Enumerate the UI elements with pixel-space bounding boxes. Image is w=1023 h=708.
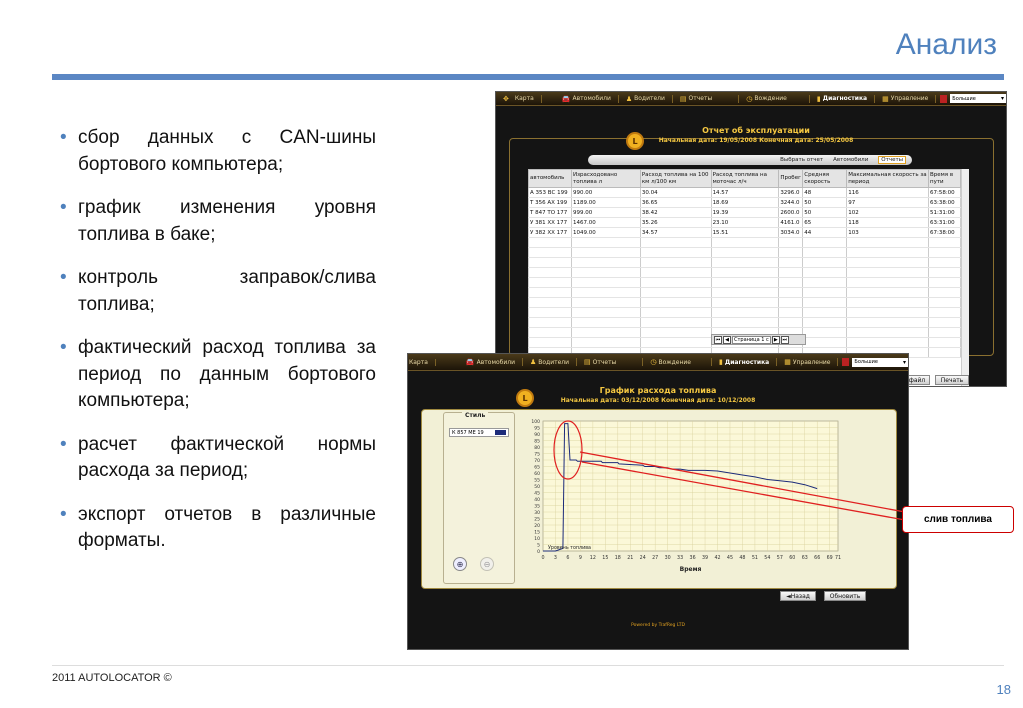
x-tick-label: 9 bbox=[578, 556, 582, 561]
x-tick-label: 66 bbox=[814, 556, 821, 561]
feature-item: • экспорт отчетов в различные форматы. bbox=[58, 502, 376, 555]
table-cell: 30.04 bbox=[640, 188, 711, 198]
table-cell bbox=[803, 258, 847, 268]
top-navbar bbox=[496, 92, 1006, 106]
table-cell bbox=[928, 278, 960, 288]
table-cell bbox=[928, 248, 960, 258]
table-cell bbox=[847, 338, 929, 348]
chart-window bbox=[407, 353, 909, 650]
table-cell: 103 bbox=[847, 228, 929, 238]
table-cell: 50 bbox=[803, 198, 847, 208]
table-cell: 102 bbox=[847, 208, 929, 218]
table-cell bbox=[571, 238, 640, 248]
tab-reports[interactable]: Отчеты bbox=[878, 156, 906, 164]
nav-map[interactable] bbox=[408, 359, 436, 366]
footer-divider bbox=[52, 665, 1004, 666]
diagnostics-icon: ▮ bbox=[719, 358, 723, 366]
table-cell bbox=[711, 238, 779, 248]
table-cell bbox=[640, 288, 711, 298]
y-tick-label: 30 bbox=[534, 510, 540, 516]
print-button[interactable]: Печать bbox=[935, 375, 969, 385]
first-page-button[interactable]: ⏮ bbox=[715, 336, 721, 343]
x-tick-label: 3 bbox=[553, 556, 557, 561]
table-cell bbox=[640, 258, 711, 268]
column-header[interactable]: Расход топлива на 100 км л/100 км bbox=[640, 170, 711, 188]
table-row[interactable] bbox=[529, 238, 961, 248]
save-file-button[interactable]: файл bbox=[904, 375, 930, 385]
report-subtitle: Начальная дата: 19/05/2008 Конечная дата: 25/05/2008 bbox=[658, 137, 854, 144]
y-tick-label: 95 bbox=[534, 426, 540, 432]
table-cell bbox=[803, 298, 847, 308]
report-window bbox=[495, 91, 1007, 387]
y-axis-label: Уровень топлива bbox=[548, 546, 591, 551]
nav-label: Вождение bbox=[754, 95, 787, 102]
nav-diagnostics[interactable] bbox=[712, 358, 777, 366]
table-cell bbox=[640, 248, 711, 258]
size-select[interactable] bbox=[852, 358, 908, 367]
table-cell: 97 bbox=[847, 198, 929, 208]
table-cell bbox=[529, 248, 572, 258]
nav-label: Отчеты bbox=[592, 358, 617, 366]
table-cell bbox=[711, 308, 779, 318]
x-tick-label: 12 bbox=[589, 556, 596, 561]
table-cell: 63:31:00 bbox=[928, 218, 960, 228]
map-icon: ✥ bbox=[503, 94, 509, 103]
table-cell bbox=[847, 298, 929, 308]
table-cell bbox=[571, 248, 640, 258]
x-tick-label: 27 bbox=[652, 556, 659, 561]
alert-icon bbox=[842, 358, 849, 366]
nav-reports[interactable] bbox=[673, 95, 739, 103]
table-cell bbox=[711, 318, 779, 328]
top-navbar bbox=[408, 354, 908, 371]
table-cell: 23.10 bbox=[711, 218, 779, 228]
reports-icon: ▤ bbox=[584, 358, 591, 366]
table-cell bbox=[640, 268, 711, 278]
y-tick-label: 5 bbox=[537, 543, 540, 549]
table-cell bbox=[803, 338, 847, 348]
x-tick-label: 36 bbox=[689, 556, 696, 561]
table-cell bbox=[571, 318, 640, 328]
table-cell: 999.00 bbox=[571, 208, 640, 218]
y-tick-label: 50 bbox=[534, 484, 540, 490]
y-tick-label: 15 bbox=[534, 530, 540, 536]
table-cell bbox=[847, 278, 929, 288]
table-cell bbox=[847, 238, 929, 248]
x-tick-label: 39 bbox=[701, 556, 709, 561]
y-tick-label: 40 bbox=[534, 497, 540, 503]
x-tick-label: 60 bbox=[789, 556, 796, 561]
table-cell: 3296.0 bbox=[779, 188, 803, 198]
column-header[interactable]: автомобиль bbox=[529, 170, 572, 188]
x-tick-label: 54 bbox=[764, 556, 771, 561]
table-cell bbox=[529, 238, 572, 248]
table-cell: 15.51 bbox=[711, 228, 779, 238]
nav-management[interactable] bbox=[777, 358, 838, 366]
table-cell bbox=[711, 278, 779, 288]
table-cell bbox=[779, 248, 803, 258]
y-tick-label: 80 bbox=[534, 445, 540, 451]
table-cell bbox=[928, 348, 960, 358]
style-caption: Стиль bbox=[462, 412, 488, 419]
nav-label: Водители bbox=[634, 95, 665, 102]
table-row[interactable] bbox=[529, 288, 961, 298]
page-input[interactable]: Страница 1 с bbox=[734, 336, 769, 343]
table-cell bbox=[803, 278, 847, 288]
nav-reports[interactable] bbox=[577, 358, 643, 366]
feature-item: • расчет фактической нормы расхода за период; bbox=[58, 432, 376, 485]
x-tick-label: 24 bbox=[639, 556, 646, 561]
table-cell bbox=[711, 258, 779, 268]
table-cell: 4161.0 bbox=[779, 218, 803, 228]
page-number: 18 bbox=[996, 682, 1011, 697]
size-select-value: Большие bbox=[952, 95, 976, 102]
chevron-down-icon: ▾ bbox=[1000, 95, 1004, 102]
table-cell bbox=[640, 328, 711, 338]
nav-driving[interactable] bbox=[739, 95, 810, 103]
x-tick-label: 30 bbox=[664, 556, 671, 561]
table-row[interactable] bbox=[529, 298, 961, 308]
table-cell: 3034.0 bbox=[779, 228, 803, 238]
y-tick-label: 0 bbox=[537, 549, 540, 555]
y-tick-label: 90 bbox=[534, 432, 540, 438]
table-cell bbox=[847, 318, 929, 328]
table-cell bbox=[779, 308, 803, 318]
table-cell: 63:38:00 bbox=[928, 198, 960, 208]
zoom-in-icon[interactable]: ⊕ bbox=[453, 557, 467, 571]
y-tick-label: 35 bbox=[534, 504, 540, 510]
table-cell bbox=[529, 318, 572, 328]
table-cell: 44 bbox=[803, 228, 847, 238]
table-cell: 51:31:00 bbox=[928, 208, 960, 218]
nav-drivers[interactable] bbox=[619, 95, 673, 103]
logo-icon: L bbox=[516, 389, 534, 407]
x-axis-label: Время bbox=[679, 566, 702, 573]
table-cell bbox=[640, 298, 711, 308]
y-tick-label: 65 bbox=[534, 465, 540, 471]
y-tick-label: 45 bbox=[534, 491, 540, 497]
table-cell bbox=[529, 328, 572, 338]
table-cell bbox=[803, 328, 847, 338]
table-cell: 990.00 bbox=[571, 188, 640, 198]
table-cell bbox=[571, 308, 640, 318]
table-cell: 1189.00 bbox=[571, 198, 640, 208]
table-cell bbox=[847, 268, 929, 278]
nav-label: Автомобили bbox=[476, 358, 515, 366]
nav-drivers[interactable] bbox=[523, 358, 577, 366]
x-tick-label: 69 bbox=[826, 556, 833, 561]
nav-label: Управление bbox=[890, 95, 929, 102]
table-row[interactable] bbox=[529, 188, 961, 198]
table-cell: 1049.00 bbox=[571, 228, 640, 238]
feature-item: • фактический расход топлива за период по данным бортового компьютера; bbox=[58, 335, 376, 415]
alert-icon bbox=[940, 95, 947, 103]
table-cell bbox=[847, 288, 929, 298]
table-cell bbox=[803, 248, 847, 258]
nav-label: Карта bbox=[514, 95, 534, 102]
table-cell: У 381 ХХ 177 bbox=[529, 218, 572, 228]
table-cell bbox=[711, 268, 779, 278]
table-header bbox=[529, 170, 961, 188]
size-select[interactable] bbox=[950, 94, 1006, 103]
legend-item[interactable] bbox=[449, 428, 509, 437]
table-cell bbox=[779, 288, 803, 298]
prev-page-button[interactable]: ◀ bbox=[723, 336, 731, 344]
table-row[interactable] bbox=[529, 218, 961, 228]
table-cell bbox=[529, 288, 572, 298]
nav-management[interactable] bbox=[875, 95, 936, 103]
zoom-out-icon[interactable]: ⊖ bbox=[480, 557, 494, 571]
table-cell bbox=[803, 318, 847, 328]
refresh-button[interactable]: Обновить bbox=[824, 591, 866, 601]
table-cell bbox=[803, 308, 847, 318]
y-tick-label: 60 bbox=[534, 471, 540, 477]
table-cell bbox=[847, 308, 929, 318]
nav-diagnostics[interactable] bbox=[810, 95, 875, 103]
car-icon: 🚘 bbox=[465, 358, 475, 366]
table-cell bbox=[711, 298, 779, 308]
x-tick-label: 21 bbox=[627, 556, 634, 561]
column-header[interactable]: Пробег bbox=[779, 170, 803, 188]
y-tick-label: 100 bbox=[531, 419, 540, 425]
nav-cars[interactable] bbox=[542, 95, 619, 103]
table-cell: У 382 ХХ 177 bbox=[529, 228, 572, 238]
tab-choose-report[interactable]: Выбрать отчет bbox=[780, 157, 824, 163]
nav-driving[interactable] bbox=[643, 358, 712, 366]
table-cell: 116 bbox=[847, 188, 929, 198]
table-cell bbox=[640, 238, 711, 248]
x-tick-label: 63 bbox=[801, 556, 808, 561]
table-cell: 48 bbox=[803, 188, 847, 198]
y-tick-label: 10 bbox=[534, 536, 540, 542]
management-icon: ▦ bbox=[882, 94, 889, 103]
report-tabs bbox=[588, 155, 912, 165]
table-cell bbox=[928, 288, 960, 298]
table-cell bbox=[640, 278, 711, 288]
x-tick-label: 33 bbox=[677, 556, 684, 561]
table-cell bbox=[529, 268, 572, 278]
x-tick-label: 18 bbox=[614, 556, 621, 561]
table-cell bbox=[803, 288, 847, 298]
table-row[interactable] bbox=[529, 228, 961, 238]
feature-item: • контроль заправок/слива топлива; bbox=[58, 265, 376, 318]
table-cell bbox=[779, 238, 803, 248]
chevron-down-icon: ▾ bbox=[902, 358, 906, 366]
last-page-button[interactable]: ⏭ bbox=[782, 336, 787, 343]
table-cell bbox=[711, 248, 779, 258]
table-cell bbox=[803, 238, 847, 248]
table-cell bbox=[571, 338, 640, 348]
table-cell bbox=[571, 288, 640, 298]
clock-icon: ◷ bbox=[746, 94, 753, 103]
size-select-value: Большие bbox=[854, 359, 878, 365]
column-header[interactable]: Средняя скорость bbox=[803, 170, 847, 188]
column-header[interactable]: Расход топлива на моточас л/ч bbox=[711, 170, 779, 188]
table-cell bbox=[640, 338, 711, 348]
nav-label: Вождение bbox=[658, 358, 691, 366]
table-cell bbox=[928, 238, 960, 248]
table-row[interactable] bbox=[529, 278, 961, 288]
table-cell: 67:38:00 bbox=[928, 228, 960, 238]
table-cell: 19.39 bbox=[711, 208, 779, 218]
table-cell: 2600.0 bbox=[779, 208, 803, 218]
table-row[interactable] bbox=[529, 208, 961, 218]
x-tick-label: 45 bbox=[726, 556, 734, 561]
nav-label: Управление bbox=[792, 358, 831, 366]
table-cell bbox=[779, 298, 803, 308]
x-tick-label: 71 bbox=[834, 556, 842, 561]
table-cell bbox=[847, 258, 929, 268]
table-scrollbar[interactable] bbox=[961, 169, 969, 387]
feature-item: • график изменения уровня топлива в баке; bbox=[58, 195, 376, 248]
table-cell bbox=[928, 318, 960, 328]
x-tick-label: 6 bbox=[566, 556, 570, 561]
title-divider bbox=[52, 74, 1004, 80]
table-cell bbox=[640, 308, 711, 318]
table-cell bbox=[571, 258, 640, 268]
fuel-chart bbox=[523, 416, 853, 576]
feature-list bbox=[58, 125, 376, 572]
nav-label: Отчеты bbox=[688, 95, 713, 102]
nav-label: Диагностика bbox=[822, 95, 868, 102]
table-cell bbox=[779, 278, 803, 288]
pagination bbox=[711, 334, 806, 345]
table-cell: 118 bbox=[847, 218, 929, 228]
table-cell bbox=[571, 328, 640, 338]
diagnostics-icon: ▮ bbox=[816, 94, 821, 103]
nav-cars[interactable] bbox=[436, 358, 523, 366]
y-tick-label: 20 bbox=[534, 523, 540, 529]
table-cell: А 353 ВС 199 bbox=[529, 188, 572, 198]
clock-icon: ◷ bbox=[650, 358, 657, 366]
table-cell bbox=[640, 318, 711, 328]
table-row[interactable] bbox=[529, 198, 961, 208]
table-row[interactable] bbox=[529, 258, 961, 268]
table-cell: 67:58:00 bbox=[928, 188, 960, 198]
legend-label: К 857 МЕ 19 bbox=[452, 429, 484, 436]
table-cell bbox=[571, 278, 640, 288]
table-cell: 3244.0 bbox=[779, 198, 803, 208]
table-cell bbox=[928, 298, 960, 308]
table-row[interactable] bbox=[529, 248, 961, 258]
table-cell bbox=[803, 268, 847, 278]
table-cell bbox=[711, 288, 779, 298]
x-tick-label: 42 bbox=[714, 556, 721, 561]
table-cell bbox=[571, 268, 640, 278]
next-page-button[interactable]: ▶ bbox=[772, 336, 780, 344]
reports-icon: ▤ bbox=[679, 94, 687, 103]
footer-copyright: 2011 AUTOLOCATOR © bbox=[52, 672, 172, 684]
style-box bbox=[443, 412, 515, 584]
table-cell bbox=[928, 258, 960, 268]
table-cell: 1467.00 bbox=[571, 218, 640, 228]
y-tick-label: 70 bbox=[534, 458, 540, 464]
drivers-icon: ♟ bbox=[625, 94, 633, 103]
chart-title: График расхода топлива bbox=[599, 386, 717, 395]
table-cell bbox=[529, 338, 572, 348]
nav-label: Автомобили bbox=[572, 95, 611, 102]
table-cell: 38.42 bbox=[640, 208, 711, 218]
x-tick-label: 51 bbox=[751, 556, 758, 561]
report-title: Отчет об эксплуатации bbox=[702, 126, 810, 135]
table-row[interactable] bbox=[529, 318, 961, 328]
x-tick-label: 57 bbox=[776, 556, 783, 561]
table-cell: 35.26 bbox=[640, 218, 711, 228]
x-tick-label: 0 bbox=[541, 556, 545, 561]
y-tick-label: 55 bbox=[534, 478, 540, 484]
table-cell bbox=[529, 308, 572, 318]
table-row[interactable] bbox=[529, 268, 961, 278]
nav-map[interactable] bbox=[496, 95, 542, 103]
powered-by: Powered by TrafReg LTD bbox=[631, 623, 685, 628]
table-cell: 34.57 bbox=[640, 228, 711, 238]
table-cell bbox=[779, 258, 803, 268]
table-cell bbox=[779, 268, 803, 278]
table-cell: 36.65 bbox=[640, 198, 711, 208]
table-cell bbox=[847, 328, 929, 338]
table-cell: 14.57 bbox=[711, 188, 779, 198]
nav-label: Карта bbox=[409, 358, 428, 366]
nav-label: Диагностика bbox=[724, 358, 770, 366]
table-cell: 65 bbox=[803, 218, 847, 228]
table-cell bbox=[779, 318, 803, 328]
drain-callout: слив топлива bbox=[902, 506, 1014, 533]
table-cell: 50 bbox=[803, 208, 847, 218]
table-cell bbox=[928, 268, 960, 278]
table-cell bbox=[928, 308, 960, 318]
table-row[interactable] bbox=[529, 308, 961, 318]
nav-label: Водители bbox=[538, 358, 570, 366]
car-icon: 🚘 bbox=[561, 94, 571, 103]
drivers-icon: ♟ bbox=[529, 358, 537, 366]
table-cell bbox=[529, 278, 572, 288]
y-tick-label: 25 bbox=[534, 517, 540, 523]
chart-subtitle: Начальная дата: 03/12/2008 Конечная дата: 10/12/2008 bbox=[560, 397, 756, 404]
x-tick-label: 48 bbox=[739, 556, 746, 561]
management-icon: ▦ bbox=[784, 358, 791, 366]
column-header[interactable]: Время в пути bbox=[928, 170, 960, 188]
y-tick-label: 75 bbox=[534, 452, 540, 458]
y-tick-label: 85 bbox=[534, 439, 540, 445]
logo-icon: L bbox=[626, 132, 644, 150]
column-header[interactable]: Израсходовано топлива л bbox=[571, 170, 640, 188]
table-cell: Т 356 АХ 199 bbox=[529, 198, 572, 208]
table-cell bbox=[529, 258, 572, 268]
back-button[interactable]: ◄Назад bbox=[780, 591, 816, 601]
column-header[interactable]: Максимальная скорость за период bbox=[847, 170, 929, 188]
table-cell bbox=[529, 298, 572, 308]
slide-title: Анализ bbox=[895, 28, 997, 61]
legend-swatch bbox=[495, 430, 506, 435]
table-cell bbox=[928, 328, 960, 338]
feature-item: • сбор данных с CAN-шины бортового компьютера; bbox=[58, 125, 376, 178]
tab-cars[interactable]: Автомобили bbox=[833, 157, 869, 163]
table-cell bbox=[571, 298, 640, 308]
table-cell bbox=[928, 338, 960, 348]
table-cell bbox=[847, 248, 929, 258]
x-tick-label: 15 bbox=[602, 556, 609, 561]
table-cell: Т 847 ТО 177 bbox=[529, 208, 572, 218]
table-cell: 18.69 bbox=[711, 198, 779, 208]
